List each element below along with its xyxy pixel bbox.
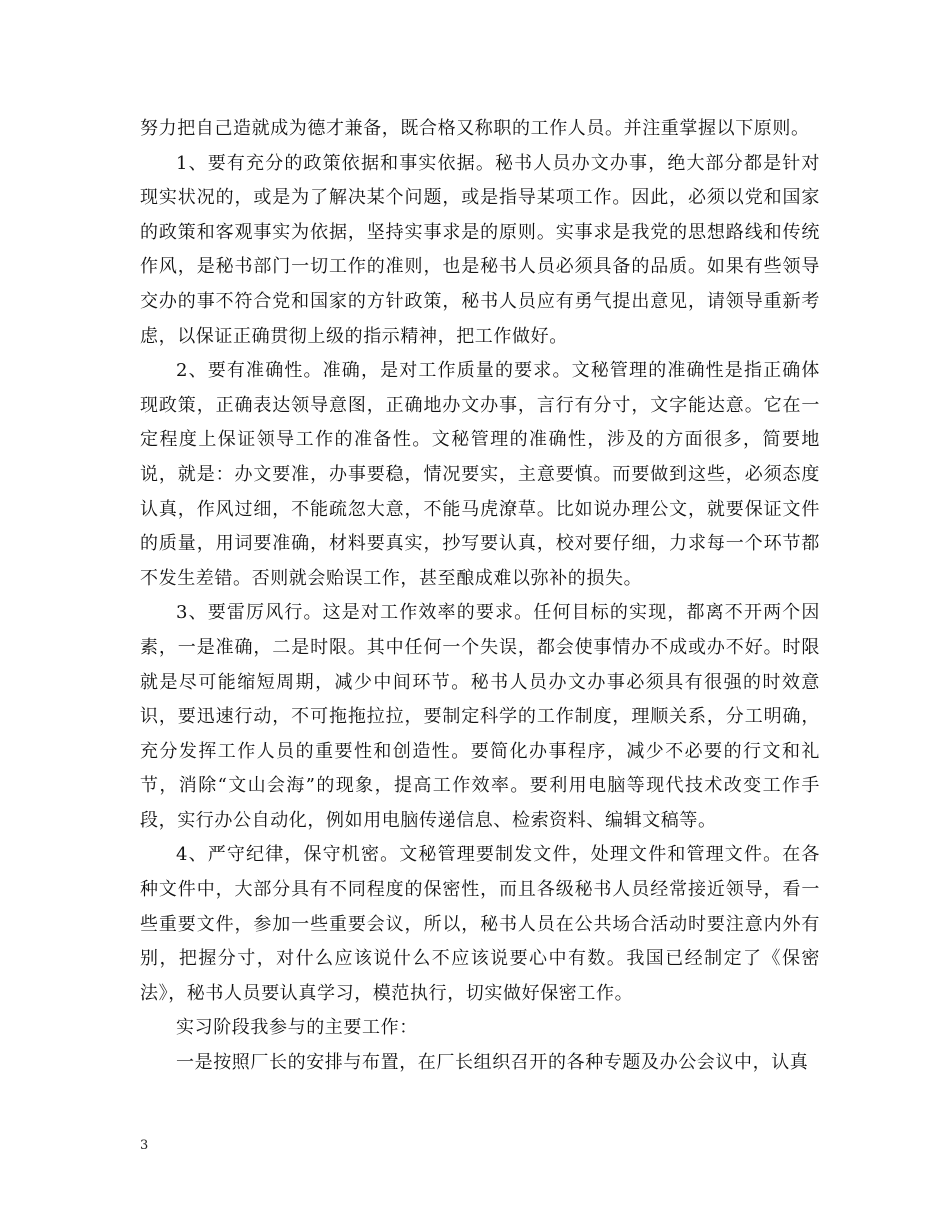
paragraph-principle-3: 3、要雷厉风行。这是对工作效率的要求。任何目标的实现，都离不开两个因素，一是准确，二是时限。其中任何一个失误，都会使事情办不成或办不好。时限就是尽可能缩短周期，减少中间环节。秘书人员办文办事必须具有很强的时效意识，要迅速行动，不可拖拖拉拉，要制定科学的工作制度，理顺关系，分工明确，充分发挥工作人员的重要性和创造性。要简化办事程序，减少不必要的行文和礼节，消除“文山会海”的现象，提高工作效率。要利用电脑等现代技术改变工作手段，实行办公自动化，例如用电脑传递信息、检索资料、编辑文稿等。 [140, 602, 820, 831]
paragraph-principle-2: 2、要有准确性。准确，是对工作质量的要求。文秘管理的准确性是指正确体现政策，正确表达领导意图，正确地办文办事，言行有分寸，文字能达意。它在一定程度上保证领导工作的准备性。文秘管理的准确性，涉及的方面很多，简要地说，就是：办文要准，办事要稳，情况要实，主意要慎。而要做到这些，必须态度认真，作风过细，不能疏忽大意，不能马虎潦草。比如说办理公文，就要保证文件的质量，用词要准确，材料要真实，抄写要认真，校对要仔细，力求每一个环节都不发生差错。否则就会贻误工作，甚至酿成难以弥补的损失。 [140, 360, 820, 589]
paragraph-internship-work-1: 一是按照厂长的安排与布置，在厂长组织召开的各种专题及办公会议中，认真 [176, 1052, 809, 1074]
paragraph-internship-heading: 实习阶段我参与的主要工作： [176, 1017, 418, 1039]
document-body [140, 112, 820, 1081]
paragraph-principle-1: 1、要有充分的政策依据和事实依据。秘书人员办文办事，绝大部分都是针对现实状况的，或是为了解决某个问题，或是指导某项工作。因此，必须以党和国家的政策和客观事实为依据，坚持实事求是的原则。实事求是我党的思想路线和传统作风，是秘书部门一切工作的准则，也是秘书人员必须具备的品质。如果有些领导交办的事不符合党和国家的方针政策，秘书人员应有勇气提出意见，请领导重新考虑，以保证正确贯彻上级的指示精神，把工作做好。 [140, 152, 820, 347]
paragraph-principle-4: 4、严守纪律，保守机密。文秘管理要制发文件，处理文件和管理文件。在各种文件中，大部分具有不同程度的保密性，而且各级秘书人员经常接近领导，看一些重要文件，参加一些重要会议，所以，秘书人员在公共场合活动时要注意内外有别，把握分寸，对什么应该说什么不应该说要心中有数。我国已经制定了《保密法》，秘书人员要认真学习，模范执行，切实做好保密工作。 [140, 844, 820, 1004]
page-number: 3 [140, 1138, 149, 1153]
paragraph-continuation: 努力把自己造就成为德才兼备，既合格又称职的工作人员。并注重掌握以下原则。 [140, 118, 810, 139]
